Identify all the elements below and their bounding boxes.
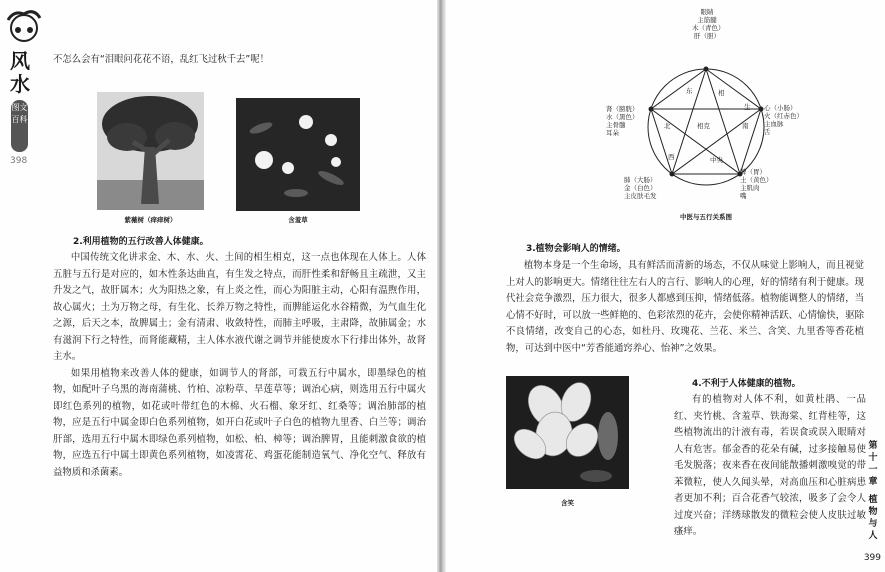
intro-line: 不怎么会有“泪眼问花花不语，乱红飞过秋千去”呢！ (53, 54, 269, 65)
book-title: 风水 (10, 49, 30, 96)
mimosa-photo (236, 98, 360, 211)
label-tongue: 舌 (764, 128, 771, 136)
label-kidney: 肾（膀胱） (606, 105, 639, 113)
page-number-left: 398 (10, 156, 28, 166)
label-north: 北 (664, 122, 671, 130)
lung-labels (624, 176, 674, 200)
label-earth: 土（黄色） (740, 176, 773, 184)
photo1-caption: 紫薇树（痒痒树） (124, 216, 177, 224)
label-liver: 肝（胆） (694, 32, 720, 40)
chapter-char: 十 (868, 453, 878, 463)
kidney-labels (606, 105, 646, 137)
label-east: 东 (686, 87, 693, 95)
left-page (0, 0, 437, 572)
section2-heading: 2.利用植物的五行改善人体健康。 (73, 237, 209, 247)
michelia-caption: 含笑 (561, 499, 574, 507)
crape-myrtle-photo (97, 92, 204, 210)
chapter-char: 章 (868, 477, 878, 487)
label-marrow: 主骨髓 (606, 121, 626, 129)
section3-paragraph: 植物本身是一个生命场，具有鲜活而清新的场态，不仅从味觉上影响人，而且视觉上对人的影响更大。情绪往往左右人的言行、影响人的心理，好的情绪有利于健康。现代社会竞争激烈，压力很大，很多人都感到压抑，情绪低落。植物能调整人的情绪，当心情不好时，可以放一些鲜艳的、色彩浓烈的花卉，会使你精神活跃、心情愉快，驱除不良情绪，改变自己的心态，如杜丹、玫瑰花、兰花、米兰、含笑、九里香等香花植物，可达到中医中“芳香能通窍养心、怡神”之效果。 (506, 260, 864, 354)
book-subtitle: 图文百科 (11, 100, 28, 152)
chapter-char: 人 (868, 531, 878, 541)
chapter-char: 与 (868, 519, 878, 529)
label-blood: 主血脉 (764, 120, 784, 128)
photo2-caption: 含羞草 (288, 216, 308, 224)
label-xiangke: 相克 (697, 122, 710, 130)
label-wood: 木（青色） (692, 24, 725, 32)
section3-heading: 3.植物会影响人的情绪。 (526, 244, 626, 254)
section4-heading: 4.不利于人体健康的植物。 (692, 379, 801, 389)
label-eyes: 眼睛 (700, 8, 714, 16)
label-spleen: 脾（胃） (740, 168, 766, 176)
section3-body (506, 258, 864, 357)
label-mouth: 嘴 (740, 192, 747, 200)
chapter-char: 一 (868, 465, 878, 475)
cloud-ornament-icon (4, 6, 44, 46)
liver-labels (692, 8, 725, 40)
section2-paragraph2: 如果用植物来改善人体的健康，如调节人的肾部，可栽五行中属水，即墨绿色的植物，如配叶子乌黑的海南蒲桃、竹柏、凉粉草、旱莲草等；调治心病，则选用五行中属火即红色系列的植物，如花或叶带红色的木棉、火石榴、象牙红、红桑等；调治肺部的植物，应是五行中属金即白色系列植物，如开白花或叶子白色的植物九里香、白兰等；调治肝部，选用五行中属木即绿色系列植物，如松、柏、樟等；调治脾胃，且能刺激食欲的植物，应选五行中属土即黄色系列植物，如凌霄花、鸡蛋花能制造氧气、净化空气、释放有益物质和杀菌素。 (53, 367, 426, 478)
label-fire: 火（红赤色） (764, 112, 803, 120)
label-south: 南 (742, 122, 749, 130)
label-metal: 金（白色） (624, 184, 657, 192)
book-gutter (437, 0, 446, 572)
section4-paragraph: 有的植物对人体不利，如黄杜鹃、一品红、夹竹桃、含羞草、铁海棠、红背桂等，这些植物流出的汁液有毒，若误食或误入眼睛对人有危害。郁金香的花朵有碱，过多接触易使毛发脱落；夜来香在夜间能散播刺激嗅觉的带苯微粒，使人久闻头晕，对高血压和心脏病患者更加不利；百合花香气较浓，吸多了会令人过度兴奋；洋绣球散发的微粒会使人皮肤过敏瘙痒。 (674, 394, 866, 537)
label-west: 西 (668, 153, 675, 161)
diagram-caption: 中医与五行关系图 (680, 213, 732, 221)
five-elements-diagram (606, 2, 806, 224)
section4-body (506, 392, 866, 541)
heart-labels (764, 104, 808, 136)
photo-float-spacer (506, 392, 674, 528)
label-tendons: 主筋腱 (697, 16, 717, 24)
label-ears: 耳朵 (606, 129, 619, 137)
label-water: 水（黑色） (606, 113, 639, 121)
label-center: 中央 (710, 156, 723, 164)
chapter-char: 植 (868, 495, 878, 505)
chapter-label (866, 440, 880, 542)
page-number-right: 399 (863, 553, 881, 563)
right-page (446, 0, 885, 572)
section2-paragraph1: 中国传统文化讲求金、木、水、火、土间的相生相克，这一点也体现在人体上。人体五脏与五行是对应的，如木性条达曲直，有生发之特点，而肝性柔和舒畅且主疏泄，又主升发之气，故肝属木；火为阳热之象，有上炎之性，而心为阳脏主动，心阳有温煦作用，故心属火；土为万物之母，有生化、长养万物之特性，而脾能运化水谷精微，为气血生化之源，后天之本，故脾属土；金有清肃、收敛特性，而肺主呼吸，主肃降，故肺属金；水有滋润下行之特性，而肾能藏精，主人体水液代谢之调节并能使废水下行排出体外，故肾主水。 (53, 252, 426, 362)
label-skin: 主皮肤毛发 (624, 192, 657, 200)
label-sheng: 生 (744, 103, 751, 111)
spleen-labels (740, 168, 780, 200)
label-heart: 心（小肠） (764, 104, 797, 112)
chapter-char: 物 (868, 507, 878, 517)
chapter-char: 第 (868, 441, 878, 451)
label-lung: 肺（大肠） (624, 176, 657, 184)
section2-body (53, 250, 426, 481)
label-muscle: 主肌肉 (740, 184, 760, 192)
label-xiang: 相 (718, 89, 725, 97)
